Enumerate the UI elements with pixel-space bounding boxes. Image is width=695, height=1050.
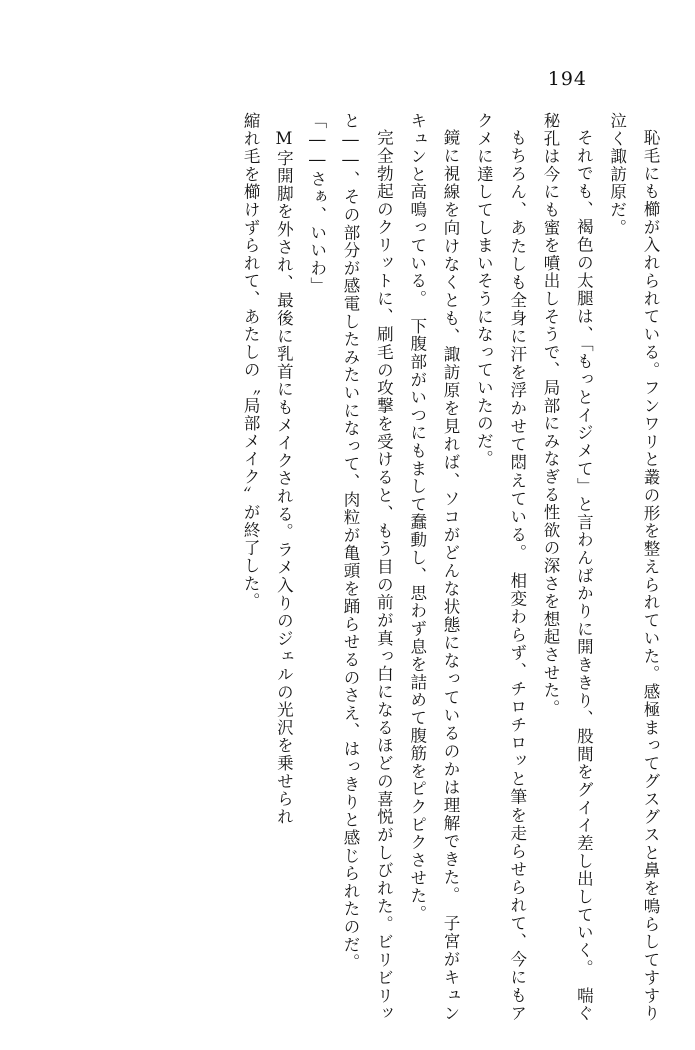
paragraph: M字開脚を外され、最後に乳首にもメイクされる。ラメ入りのジェルの光沢を乗せられ bbox=[274, 128, 294, 826]
paragraph-dialogue: 「――さぁ、いいわ」 bbox=[307, 112, 327, 295]
paragraph: それでも、褐色の太腿は、「もっとイジメて」と言わんばかりに開ききり、股間をグイイ差し出していく。 喘ぐ秘孔は今にも蜜を噴出しそうで、局部にみなぎる性欲の深さを想起させた。 bbox=[541, 112, 594, 1022]
paragraph: 鏡に視線を向けなくとも、諏訪原を見れば、ソコがどんな状態になっているのかは理解できた。 子宮がキュンキュンと高鳴っている。 下腹部がいつにもまして蠢動し、思わず息を詰めて腹筋をピクピクさせた。 bbox=[407, 112, 461, 1022]
paragraph: 完全勃起のクリットに、刷毛の攻撃を受けると、もう目の前が真っ白になるほどの喜悦がしびれた。ビリビリッと――、その部分が感電したみたいになって、肉粒が亀頭を踊らせるのさえ、はっきりと感じられたのだ。 bbox=[341, 112, 394, 1022]
paragraph: 恥毛にも櫛が入れられている。フンワリと叢の形を整えられていた。感極まってグスグスと鼻を鳴らしてすすり泣く諏訪原だ。 bbox=[607, 112, 660, 1022]
paragraph: もちろん、あたしも全身に汗を浮かせて悶えている。 相変わらず、チロチロッと筆を走らせられて、今にもアクメに達してしまいそうになっていたのだ。 bbox=[474, 112, 527, 1022]
body-text bbox=[38, 112, 667, 1022]
paragraph: 縮れ毛を櫛けずられて、あたしの〝局部メイク〟が終了した。 bbox=[241, 112, 261, 611]
page-number: 194 bbox=[547, 68, 587, 90]
